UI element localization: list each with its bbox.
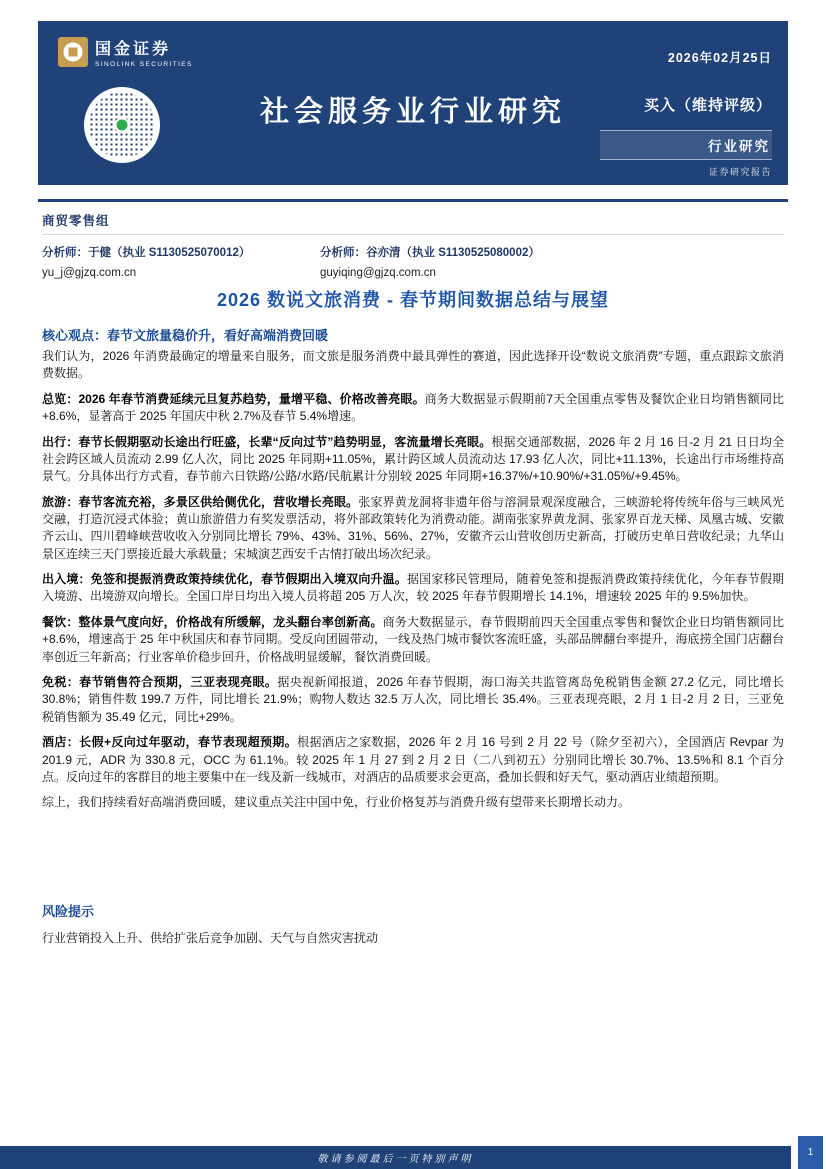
page-number: 1 [798, 1136, 823, 1169]
analyst-card [42, 244, 290, 279]
analyst-name-line: 分析师：谷亦清（执业 S1130525080002） [320, 247, 540, 259]
core-view-heading: 核心观点：春节文旅量稳价升，看好高端消费回暖 [42, 328, 329, 343]
risk-section [42, 901, 784, 946]
footer-bar [0, 1146, 791, 1169]
body-paragraph [42, 571, 784, 605]
analyst-email: yu_j@gjzq.com.cn [42, 267, 137, 279]
body-paragraph [42, 734, 784, 786]
paragraph-text: 商务大数据显示，春节假期前四天全国重点零售和餐饮企业日均销售额同比+8.6%，增速高于 25 年中秋国庆和春节同期。受反向团圆带动，一线及热门城市餐饮客流旺盛，头部品牌翻台率提升，海底捞全国门店翻台率创近三年新高；行业客单价稳步回升，价格战明显缓解，餐饮消费回暖。 [42, 615, 784, 664]
report-body [42, 348, 784, 820]
paragraph-lead: 餐饮：整体景气度向好，价格战有所缓解，龙头翻台率创新高。 [42, 615, 383, 630]
footer-note: 敬请参阅最后一页特别声明 [317, 1154, 474, 1165]
body-paragraph [42, 674, 784, 726]
paragraph-text: 综上，我们持续看好高端消费回暖，建议重点关注中国中免，行业价格复苏与消费升级有望带来长期增长动力。 [42, 795, 631, 810]
report-title: 社会服务业行业研究 [259, 96, 566, 128]
paragraph-lead: 出入境：免签和提振消费政策持续优化，春节假期出入境双向升温。 [42, 572, 407, 587]
body-paragraph [42, 348, 784, 382]
paragraph-text: 根据交通部数据，2026 年 2 月 16 日-2 月 21 日日均全社会跨区域人员流动 2.99 亿人次，同比 2025 年同期+11.05%，累计跨区域人员流动达 17.93 亿人次，同比+11.13%，长途出行市场维持高景气。分具体出行方式看，春节前六日铁路/公路/水路/民航累计分别较 2025 年同期+16.37%/+10.90%/+31.05%/+9.45%。 [42, 434, 784, 484]
paragraph-text: 商务大数据显示假期前7天全国重点零售及餐饮企业日均销售额同比+8.6%，显著高于 2025 年国庆中秋 2.7%及春节 5.4%增速。 [42, 391, 784, 424]
analyst-name-line: 分析师：于健（执业 S1130525070012） [42, 247, 251, 259]
risk-heading: 风险提示 [42, 904, 95, 919]
rating-badge: 买入（维持评级） [643, 97, 772, 114]
paragraph-lead: 酒店：长假+反向过年驱动，春节表现超预期。 [42, 735, 298, 750]
body-paragraph [42, 494, 784, 563]
body-paragraph [42, 434, 784, 486]
body-paragraph [42, 391, 784, 425]
brand-text [95, 36, 193, 68]
paragraph-lead: 出行：春节长假期驱动长途出行旺盛，长辈“反向过节”趋势明显，客流量增长亮眼。 [42, 434, 492, 449]
report-header [38, 21, 788, 185]
paragraph-lead: 总览：2026 年春节消费延续元旦复苏趋势，量增平稳、价格改善亮眼。 [42, 391, 425, 406]
brand-name-cn: 国金证券 [95, 41, 172, 58]
subcategory-label: 证券研究报告 [708, 167, 772, 177]
report-date: 2026年02月25日 [667, 51, 772, 65]
body-paragraph [42, 614, 784, 666]
paragraph-lead: 免税：春节销售符合预期，三亚表现亮眼。 [42, 675, 278, 690]
analyst-email: guyiqing@gjzq.com.cn [320, 267, 436, 279]
header-divider [38, 199, 788, 202]
paragraph-text: 我们认为，2026 年消费最确定的增量来自服务，而文旅是服务消费中最具弹性的赛道，因此选择开设“数说文旅消费”专题，重点跟踪文旅消费数据。 [42, 349, 784, 381]
risk-text: 行业营销投入上升、供给扩张后竞争加剧、天气与自然灾害扰动 [42, 931, 379, 945]
analyst-group: 商贸零售组 [42, 211, 784, 235]
paragraph-text: 根据酒店之家数据，2026 年 2 月 16 号到 2 月 22 号（除夕至初六），全国酒店 Revpar 为 201.9 元，ADR 为 330.8 元，OCC 为 61.1%。较 2025 年 1 月 27 到 2 月 2 日（二八到初五）分别同比增长 30.7%、13.5%和 8.1 个百分点。反向过年的客群目的地主要集中在一线及新一线城市，对酒店的品质要求会更高，叠加长假和好天气，驱动酒店业绩超预期。 [42, 735, 784, 784]
analyst-section [42, 211, 784, 279]
analyst-grid [42, 244, 784, 279]
brand [58, 36, 193, 68]
category-label: 行业研究 [600, 130, 772, 160]
sinolink-logo-icon [58, 37, 88, 67]
paragraph-text: 据国家移民管理局，随着免签和提振消费政策持续优化，今年春节假期入境游、出境游双向增长。全国口岸日均出入境人员将超 205 万人次，较 2025 年春节假期增长 14.1%，增速较 2025 年的 9.5%加快。 [42, 572, 784, 604]
analyst-card [320, 244, 568, 279]
header-right-column [600, 21, 772, 185]
paragraph-lead: 旅游：春节客流充裕，多景区供给侧优化，营收增长亮眼。 [42, 494, 359, 509]
paragraph-text: 据央视新闻报道，2026 年春节假期，海口海关共监管离岛免税销售金额 27.2 亿元，同比增长 30.8%；销售件数 199.7 万件，同比增长 21.9%；购物人数达 32.5 万人次，同比增长 35.4%。三亚表现亮眼，2 月 1 日-2 月 2 日，三亚免税销售额为 35.49 亿元，同比+29%。 [42, 675, 784, 724]
brand-name-en: SINOLINK SECURITIES [95, 61, 193, 68]
document-title: 2026 数说文旅消费 - 春节期间数据总结与展望 [216, 290, 610, 310]
paragraph-text: 张家界黄龙洞将非遗年俗与溶洞景观深度融合，三峡游轮将传统年俗与三峡风光交融，打造沉浸式体验；黄山旅游借力有奖发票活动，将外部政策转化为消费动能。湖南张家界黄龙洞、张家界百龙天梯、凤凰古城、安徽齐云山、四川碧峰峡营收收入分别同比增长 79%、43%、31%、56%、27%，安徽齐云山营收创历史新高，打破历史单日营收纪录；九华山景区连续三天门票接近最大承载量；宋城演艺西安千古情打破出场次纪录。 [42, 494, 784, 561]
body-paragraph [42, 794, 784, 811]
